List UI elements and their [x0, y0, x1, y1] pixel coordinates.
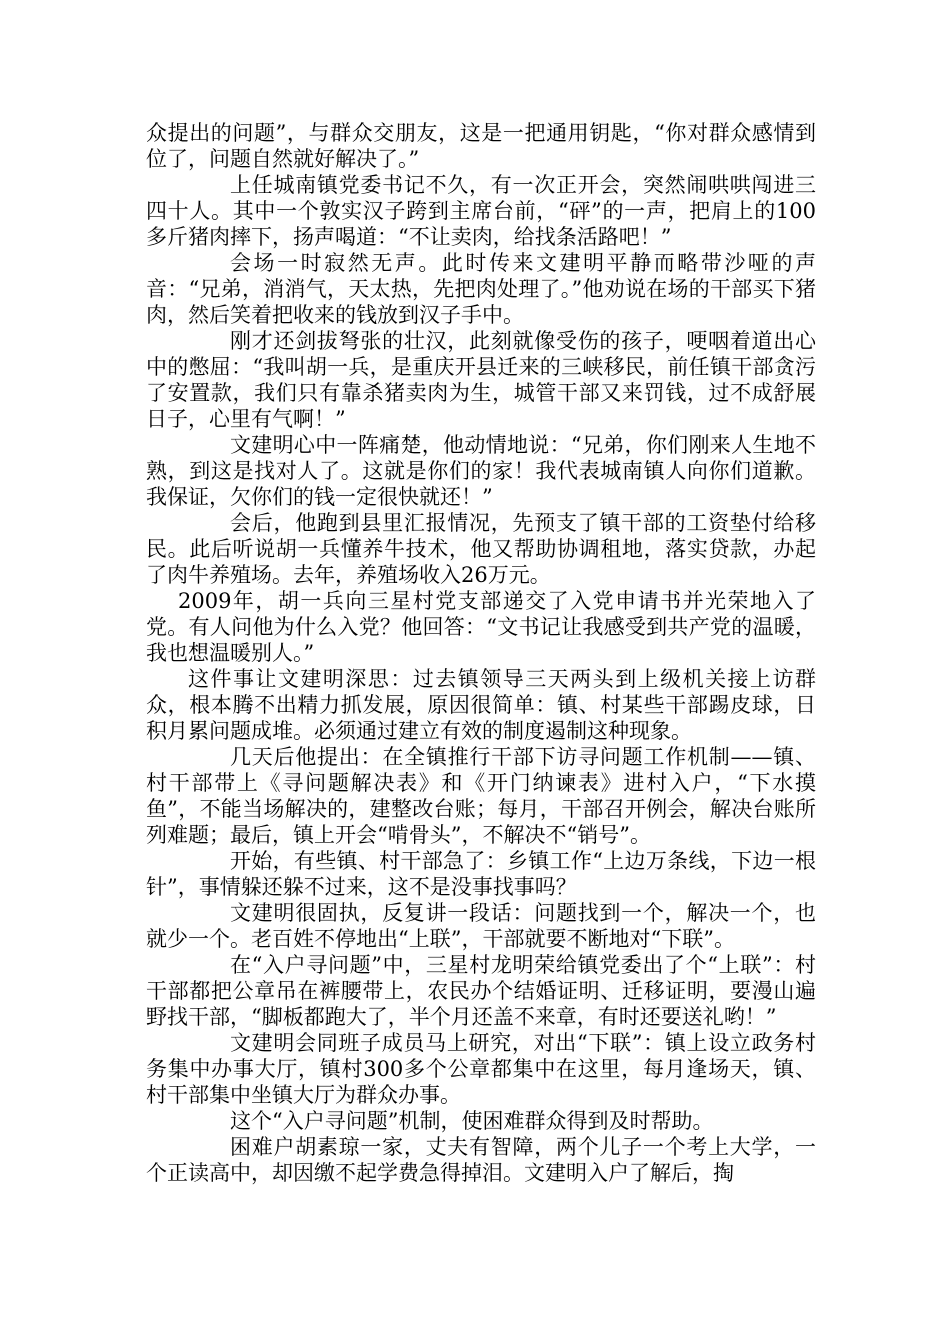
paragraph: 会场一时寂然无声。此时传来文建明平静而略带沙哑的声音：“兄弟，消消气，天太热，先把肉处理了。”他劝说在场的干部买下猪肉，然后笑着把收来的钱放到汉子手中。	[146, 251, 816, 327]
paragraph: 会后，他跑到县里汇报情况，先预支了镇干部的工资垫付给移民。此后听说胡一兵懂养牛技术，他又帮助协调租地，落实贷款，办起了肉牛养殖场。去年，养殖场收入26万元。	[146, 511, 816, 587]
paragraph: 这个“入户寻问题”机制，使困难群众得到及时帮助。	[230, 1109, 714, 1133]
paragraph: 困难户胡素琼一家，丈夫有智障，两个儿子一个考上大学，一个正读高中，却因缴不起学费急得掉泪。文建明入户了解后，掏	[146, 1135, 816, 1185]
paragraph: 上任城南镇党委书记不久，有一次正开会，突然闹哄哄闯进三四十人。其中一个敦实汉子跨到主席台前，“砰”的一声，把肩上的100多斤猪肉摔下，扬声喝道：“不让卖肉，给找条活路吧！”	[146, 173, 816, 249]
paragraph: 2009年，胡一兵向三星村党支部递交了入党申请书并光荣地入了党。有人问他为什么入党？他回答：“文书记让我感受到共产党的温暖，我也想温暖别人。”	[146, 589, 816, 665]
paragraph: 文建明很固执，反复讲一段话：问题找到一个，解决一个，也就少一个。老百姓不停地出“上联”，干部就要不断地对“下联”。	[146, 901, 816, 951]
paragraph: 文建明心中一阵痛楚，他动情地说：“兄弟，你们刚来人生地不熟，到这是找对人了。这就是你们的家！我代表城南镇人向你们道歉。我保证，欠你们的钱一定很快就还！”	[146, 433, 816, 509]
paragraph: 这件事让文建明深思：过去镇领导三天两头到上级机关接上访群众，根本腾不出精力抓发展，原因很简单：镇、村某些干部踢皮球，日积月累问题成堆。必须通过建立有效的制度遏制这种现象。	[146, 667, 816, 743]
paragraph: 刚才还剑拔弩张的壮汉，此刻就像受伤的孩子，哽咽着道出心中的憋屈：“我叫胡一兵，是重庆开县迁来的三峡移民，前任镇干部贪污了安置款，我们只有靠杀猪卖肉为生，城管干部又来罚钱，过不成舒展日子，心里有气啊！”	[146, 329, 816, 431]
article-body	[146, 120, 816, 1186]
paragraph: 文建明会同班子成员马上研究，对出“下联”：镇上设立政务村务集中办事大厅，镇村300多个公章都集中在这里，每月逢场天，镇、村干部集中坐镇大厅为群众办事。	[146, 1031, 816, 1107]
paragraph: 几天后他提出：在全镇推行干部下访寻问题工作机制——镇、村干部带上《寻问题解决表》和《开门纳谏表》进村入户，“下水摸鱼”，不能当场解决的，建整改台账；每月，干部召开例会，解决台账所列难题；最后，镇上开会“啃骨头”，不解决不“销号”。	[146, 745, 816, 847]
paragraph: 众提出的问题”，与群众交朋友，这是一把通用钥匙，“你对群众感情到位了，问题自然就好解决了。”	[146, 121, 816, 171]
paragraph: 在“入户寻问题”中，三星村龙明荣给镇党委出了个“上联”：村干部都把公章吊在裤腰带上，农民办个结婚证明、迁移证明，要漫山遍野找干部，“脚板都跑大了，半个月还盖不来章，有时还要送礼哟！”	[146, 953, 816, 1029]
paragraph: 开始，有些镇、村干部急了：乡镇工作“上边万条线，下边一根针”，事情躲还躲不过来，这不是没事找事吗？	[146, 849, 816, 899]
